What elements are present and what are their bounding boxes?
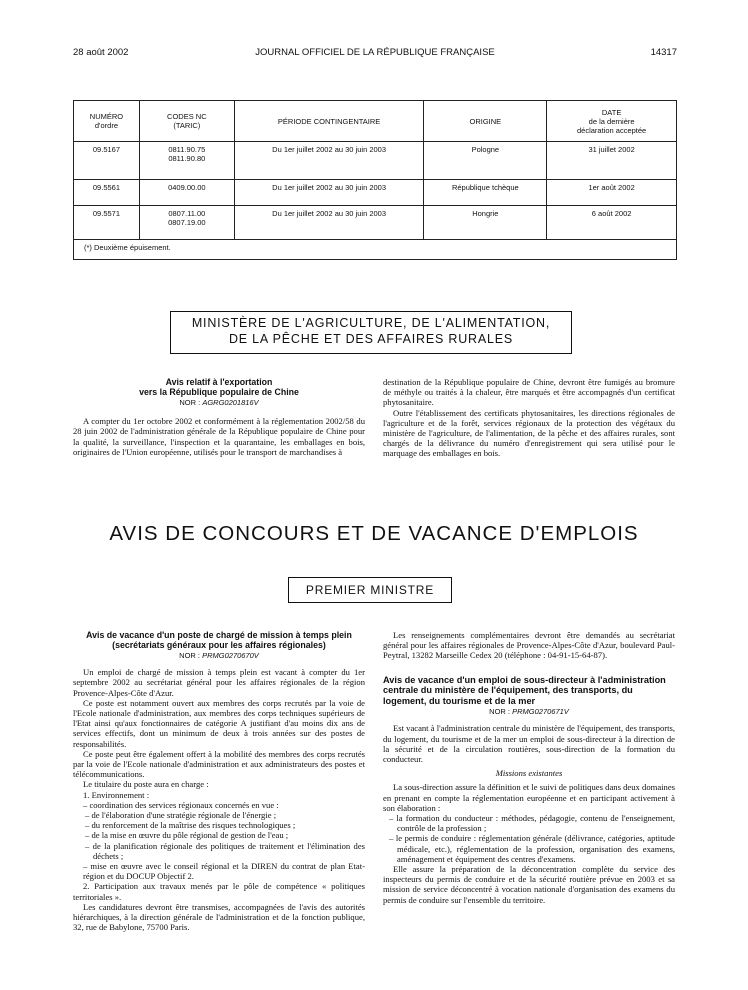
list-item: 1. Environnement : <box>83 789 150 800</box>
nor-code: PRMG0270670V <box>202 651 259 660</box>
missions-subtitle: Missions existantes <box>495 768 563 779</box>
export-paragraph-1-cont: destination de la République populaire de Chine, devront être fumigés au bromure de méthyle ou traités à la chaleur, être marqués et être accompagnés d'un certificat phytosanitaire. <box>383 377 675 408</box>
cell-date: 31 juillet 2002 <box>547 142 677 180</box>
premier-ministre-box <box>288 577 452 603</box>
export-title-2: vers la République populaire de Chine <box>139 387 299 397</box>
right-paragraph: Elle assure la préparation de la déconcentration complète du service des inspecteurs du permis de conduire et de la sécurité routière prévue en 2003 et sa mission de service déconcentré à vocation nationale d'organisation des examens du permis de conduire sur l'ensemble du territoire. <box>383 863 675 905</box>
right-paragraph: Est vacant à l'administration centrale du ministère de l'équipement, des transports, du logement, du tourisme et de la mer un emploi de sous-directeur à la direction de la sécurité et de la circulation routières, sous-direction de la formation du conducteur. <box>383 723 675 764</box>
left-paragraph: Les candidatures devront être transmises, accompagnées de l'avis des autorités hiérarchiques, à la direction générale de l'administration et de la fonction publique, 32, rue de Babylone, 75700 Paris. <box>73 901 365 933</box>
cell-periode: Du 1er juillet 2002 au 30 juin 2003 <box>234 180 424 206</box>
col-header-codes: CODES NC (TARIC) <box>139 101 234 142</box>
table-row <box>74 142 677 180</box>
table-row <box>74 206 677 240</box>
premier-ministre-label: PREMIER MINISTRE <box>305 583 435 597</box>
table-row <box>74 180 677 206</box>
cell-origine: République tchèque <box>424 180 547 206</box>
nor-label: NOR : <box>489 707 511 717</box>
cell-codes: 0807.11.00 0807.19.00 <box>139 206 234 240</box>
list-item: – coordination des services régionaux concernés en vue : <box>83 799 279 810</box>
nor-code: AGRG0201816V <box>202 398 259 407</box>
table-footnote-row <box>74 240 677 260</box>
vacancy-title-2: Avis de vacance d'un emploi de sous-directeur à l'administration centrale du ministère de l'équipement, des transports, du logement, du tourisme et de la mer <box>383 674 666 706</box>
export-title-1: Avis relatif à l'exportation <box>165 377 273 387</box>
cell-num: 09.5561 <box>74 180 140 206</box>
col-header-date: DATE de la dernière déclaration acceptée <box>547 101 677 142</box>
export-notice-right <box>383 377 675 459</box>
left-paragraph: Ce poste est notamment ouvert aux membres des corps recrutés par la voie de l'Ecole nationale d'administration, aux membres des corps techniques supérieurs de l'Etat ainsi qu'aux fonctionnaires de catégorie A justifiant d'au moins dix ans de services effectifs, dont un minimum de deux à trois années sur des postes de responsabilités. <box>73 697 365 749</box>
left-paragraph: Ce poste peut être également offert à la mobilité des membres des corps recrutés par la voie de l'Ecole nationale d'administration et aux administrateurs des postes et télécommunications. <box>73 748 365 780</box>
vacancy-nor-2 <box>383 707 675 717</box>
list-item: – du renforcement de la maîtrise des risques technologiques ; <box>85 820 296 831</box>
cell-codes: 0811.90.75 0811.90.80 <box>139 142 234 180</box>
list-item: – de l'élaboration d'une stratégie régionale de l'énergie ; <box>85 810 277 821</box>
cell-periode: Du 1er juillet 2002 au 30 juin 2003 <box>234 206 424 240</box>
ministry-line-2: DE LA PÊCHE ET DES AFFAIRES RURALES <box>228 332 514 346</box>
cell-codes: 0409.00.00 <box>139 180 234 206</box>
cell-origine: Hongrie <box>424 206 547 240</box>
cell-num: 09.5571 <box>74 206 140 240</box>
table-footnote: (*) Deuxième épuisement. <box>74 240 677 260</box>
nor-code: PRMG0270671V <box>512 707 569 717</box>
cell-origine: Pologne <box>424 142 547 180</box>
col-header-periode: PÉRIODE CONTINGENTAIRE <box>234 101 424 142</box>
right-column <box>383 630 675 905</box>
nor-label: NOR : <box>179 398 201 407</box>
ministry-box <box>170 311 572 354</box>
section-title: AVIS DE CONCOURS ET DE VACANCE D'EMPLOIS <box>109 522 639 545</box>
list-item: – le permis de conduire : réglementation générale (délivrance, catégories, aptitude médicale, etc.), réglementation de la profession, organisation des examens, aménagement et équipement des centres d'examens. <box>389 833 675 864</box>
list-item: – de la mise en œuvre du pôle régional de gestion de l'eau ; <box>85 830 289 841</box>
left-paragraph: Un emploi de chargé de mission à temps plein est vacant à compter du 1er septembre 2002 au secrétariat général pour les affaires régionales de la région Provence-Alpes-Côte d'Azur. <box>73 667 365 698</box>
left-paragraph: 2. Participation aux travaux menés par le pôle de compétence « politiques territoriales ». <box>73 881 365 902</box>
export-notice-left <box>73 377 365 457</box>
ministry-line-1: MINISTÈRE DE L'AGRICULTURE, DE L'ALIMENTATION, <box>191 316 551 330</box>
list-item: – la formation du conducteur : méthodes, pédagogie, contenu de l'enseignement, contrôle de la profession ; <box>389 812 675 834</box>
right-paragraph: Les renseignements complémentaires devront être demandés au secrétariat général pour les affaires régionales de Provence-Alpes-Côte d'Azur, boulevard Paul-Peytral, 13282 Marseille Cedex 20 (téléphone : 04-91-15-64-87). <box>383 630 675 661</box>
cell-num: 09.5167 <box>74 142 140 180</box>
cell-date: 1er août 2002 <box>547 180 677 206</box>
col-header-num: NUMÉRO d'ordre <box>74 101 140 142</box>
header-title: JOURNAL OFFICIEL DE LA RÉPUBLIQUE FRANÇAISE <box>255 47 495 58</box>
table-header-row <box>74 101 677 142</box>
right-paragraph: La sous-direction assure la définition et le suivi de politiques dans deux domaines en prenant en compte la réglementation européenne et en participant activement à son élaboration : <box>383 782 675 813</box>
export-nor <box>73 398 365 408</box>
cell-date: 6 août 2002 <box>547 206 677 240</box>
quota-table <box>73 100 677 260</box>
vacancy-title-1: Avis de vacance d'un poste de chargé de mission à temps plein (secrétariats généraux pour les affaires régionales) <box>86 630 352 650</box>
header-date: 28 août 2002 <box>73 47 129 58</box>
list-item: – de la planification régionale des politiques de traitement et l'élimination des déchets ; <box>85 840 365 861</box>
cell-periode: Du 1er juillet 2002 au 30 juin 2003 <box>234 142 424 180</box>
col-header-origine: ORIGINE <box>424 101 547 142</box>
vacancy-nor-1 <box>73 651 365 661</box>
nor-label: NOR : <box>179 651 201 660</box>
left-column <box>73 630 365 932</box>
left-paragraph: Le titulaire du poste aura en charge : <box>83 779 209 790</box>
page-header <box>73 47 677 61</box>
export-paragraph-2: Outre l'établissement des certificats phytosanitaires, les directions régionales de l'agriculture et de la forêt, services régionaux de la protection des végétaux du ministère de l'agriculture, de l'alimentation, de la pêche et des affaires rurales, sont chargés de la délivrance du numéro d'enregistrement qui sera utilisé pour le marquage des emballages en bois. <box>383 407 675 459</box>
export-paragraph-1: A compter du 1er octobre 2002 et conformément à la réglementation 2002/58 du 28 juin 2002 de l'administration générale de la République populaire de Chine pour la qualité, la surveillance, l'inspection et la quarantaine, les emballages en bois, originaires de l'Union européenne, utilisés pour le transport de marchandises à <box>73 416 365 457</box>
header-page-number: 14317 <box>650 47 677 58</box>
list-item: – mise en œuvre avec le conseil régional et la DIREN du contrat de plan Etat-région et du DOCUP Objectif 2. <box>83 861 365 882</box>
